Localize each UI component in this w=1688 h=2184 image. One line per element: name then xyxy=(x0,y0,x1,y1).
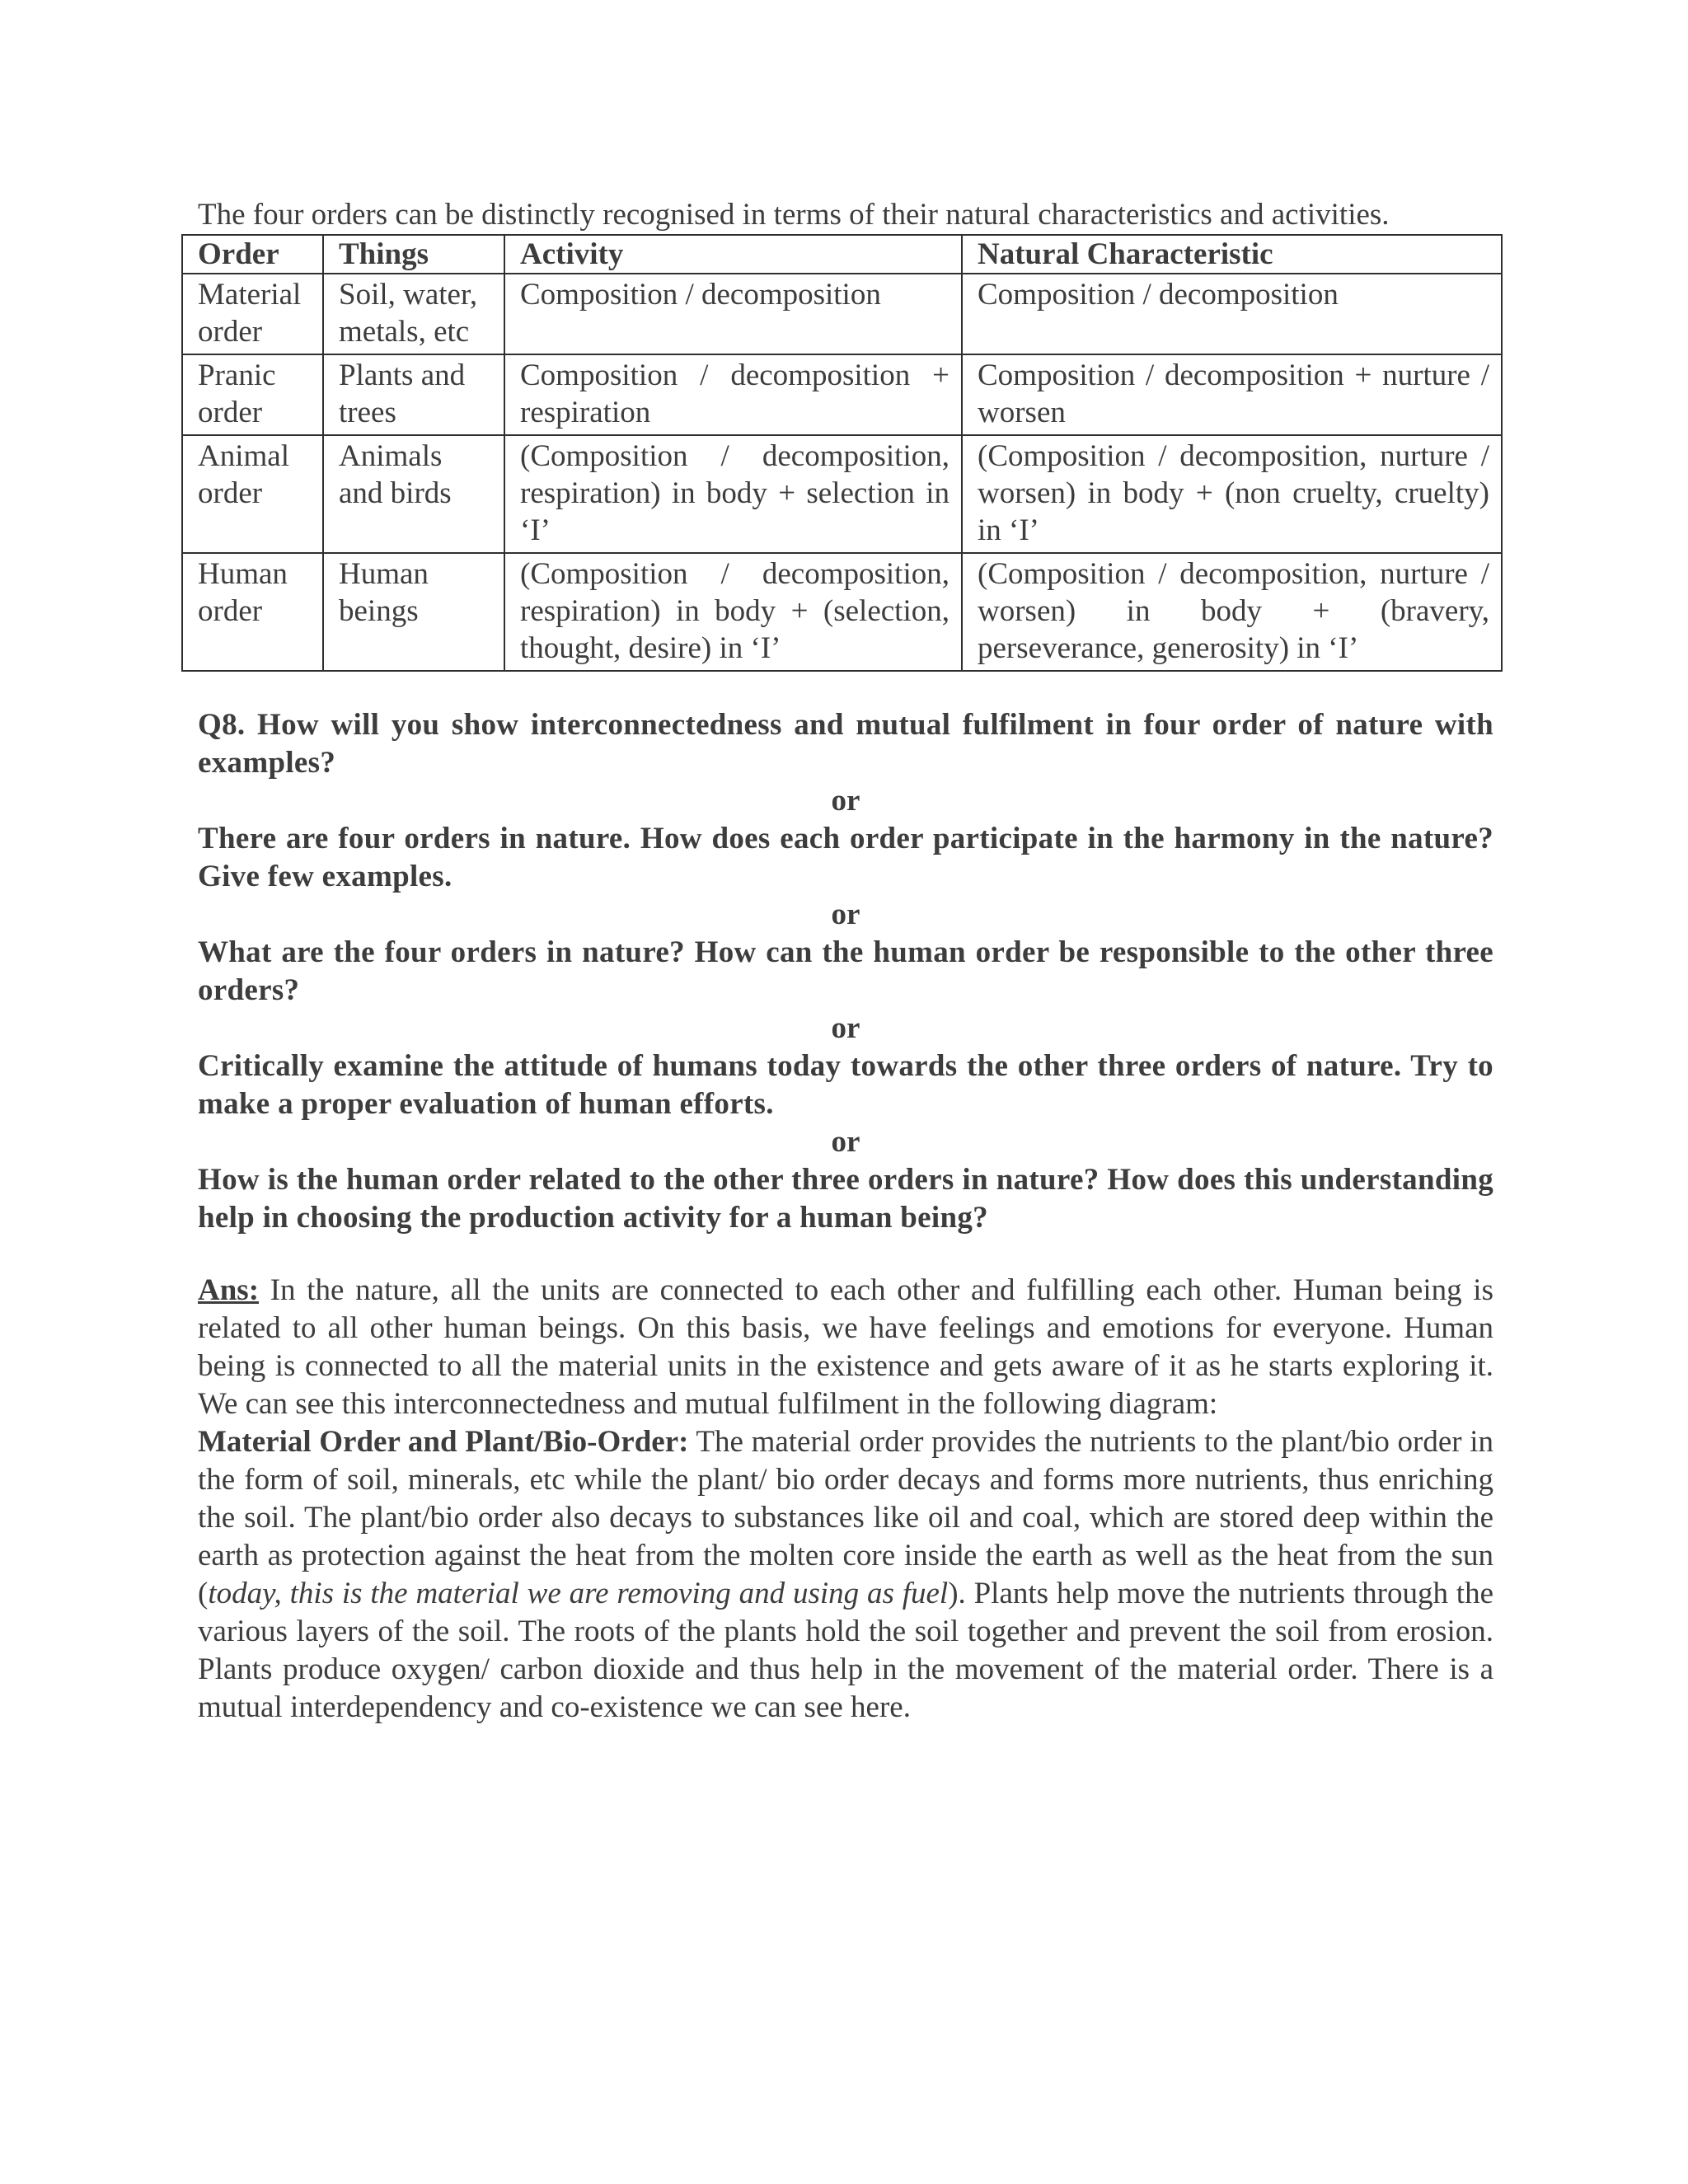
or-separator: or xyxy=(831,898,860,931)
cell-characteristic: (Composition / decomposition, nurture / worsen) in body + (bravery, perseverance, generosity) in ‘I’ xyxy=(962,553,1502,671)
cell-activity: (Composition / decomposition, respiration) in body + selection in ‘I’ xyxy=(504,435,962,553)
or-separator: or xyxy=(831,1011,860,1045)
section-text-italic: today, this is the material we are removing and using as fuel xyxy=(208,1577,949,1610)
page-content xyxy=(198,196,1493,1727)
question-q8: Q8. How will you show interconnectedness and mutual fulfilment in four order of nature with examples? xyxy=(198,708,1493,780)
cell-characteristic: (Composition / decomposition, nurture / worsen) in body + (non cruelty, cruelty) in ‘I’ xyxy=(962,435,1502,553)
table-row xyxy=(182,274,1502,354)
answer-block xyxy=(198,1272,1493,1727)
header-activity: Activity xyxy=(504,235,962,274)
or-separator: or xyxy=(831,1125,860,1159)
cell-order: Material order xyxy=(182,274,323,354)
header-things: Things xyxy=(323,235,504,274)
cell-things: Plants and trees xyxy=(323,354,504,435)
cell-things: Human beings xyxy=(323,553,504,671)
cell-order: Human order xyxy=(182,553,323,671)
question-block xyxy=(198,706,1493,1237)
table-row xyxy=(182,354,1502,435)
table-row xyxy=(182,435,1502,553)
header-natural-characteristic: Natural Characteristic xyxy=(962,235,1502,274)
header-order: Order xyxy=(182,235,323,274)
table-row xyxy=(182,553,1502,671)
cell-things: Animals and birds xyxy=(323,435,504,553)
section-heading: Material Order and Plant/Bio-Order: xyxy=(198,1425,689,1459)
or-separator: or xyxy=(831,784,860,818)
cell-activity: Composition / decomposition xyxy=(504,274,962,354)
table-header-row xyxy=(182,235,1502,274)
section-text-part-2: ). Plants help move the nutrients through the various layers of the soil. The roots of the plants hold the soil together and prevent the soil from erosion. Plants produce oxygen/ carbon dioxide and thus help in the movement of the material order. There is a mutual interdependency and co-existence we can see here. xyxy=(198,1577,1493,1724)
cell-activity: Composition / decomposition + respiration xyxy=(504,354,962,435)
answer-paragraph xyxy=(198,1272,1493,1423)
cell-activity: (Composition / decomposition, respiration) in body + (selection, thought, desire) in ‘I’ xyxy=(504,553,962,671)
material-plant-paragraph xyxy=(198,1423,1493,1727)
cell-order: Pranic order xyxy=(182,354,323,435)
question-alt-4: How is the human order related to the other three orders in nature? How does this understanding help in choosing the production activity for a human being? xyxy=(198,1163,1493,1235)
section-text-part-1: The material order provides the nutrients to the plant/bio order in the form of soil, minerals, etc while the plant/ bio order decays and forms more nutrients, thus enriching the soil. The plant/bio order also decays to substances like oil and coal, which are stored deep within the earth as protection against the heat from the molten core inside the earth as well as the heat from the sun ( xyxy=(198,1425,1494,1610)
four-orders-table xyxy=(181,234,1503,672)
intro-paragraph: The four orders can be distinctly recognised in terms of their natural characteristics and activities. xyxy=(198,198,1390,232)
cell-order: Animal order xyxy=(182,435,323,553)
cell-things: Soil, water, metals, etc xyxy=(323,274,504,354)
answer-text: In the nature, all the units are connected to each other and fulfilling each other. Human being is related to all other human beings. On this basis, we have feelings and emotions for everyone. Human being is connected to all the material units in the existence and gets aware of it as he starts exploring it. We can see this interconnectedness and mutual fulfilment in the following diagram: xyxy=(198,1273,1493,1421)
answer-label: Ans: xyxy=(198,1273,260,1307)
question-alt-3: Critically examine the attitude of humans today towards the other three orders of nature. Try to make a proper evaluation of human efforts. xyxy=(198,1049,1493,1121)
cell-characteristic: Composition / decomposition + nurture / worsen xyxy=(962,354,1502,435)
question-alt-2: What are the four orders in nature? How can the human order be responsible to the other three orders? xyxy=(198,935,1493,1007)
cell-characteristic: Composition / decomposition xyxy=(962,274,1502,354)
question-alt-1: There are four orders in nature. How does each order participate in the harmony in the nature? Give few examples. xyxy=(198,822,1493,893)
